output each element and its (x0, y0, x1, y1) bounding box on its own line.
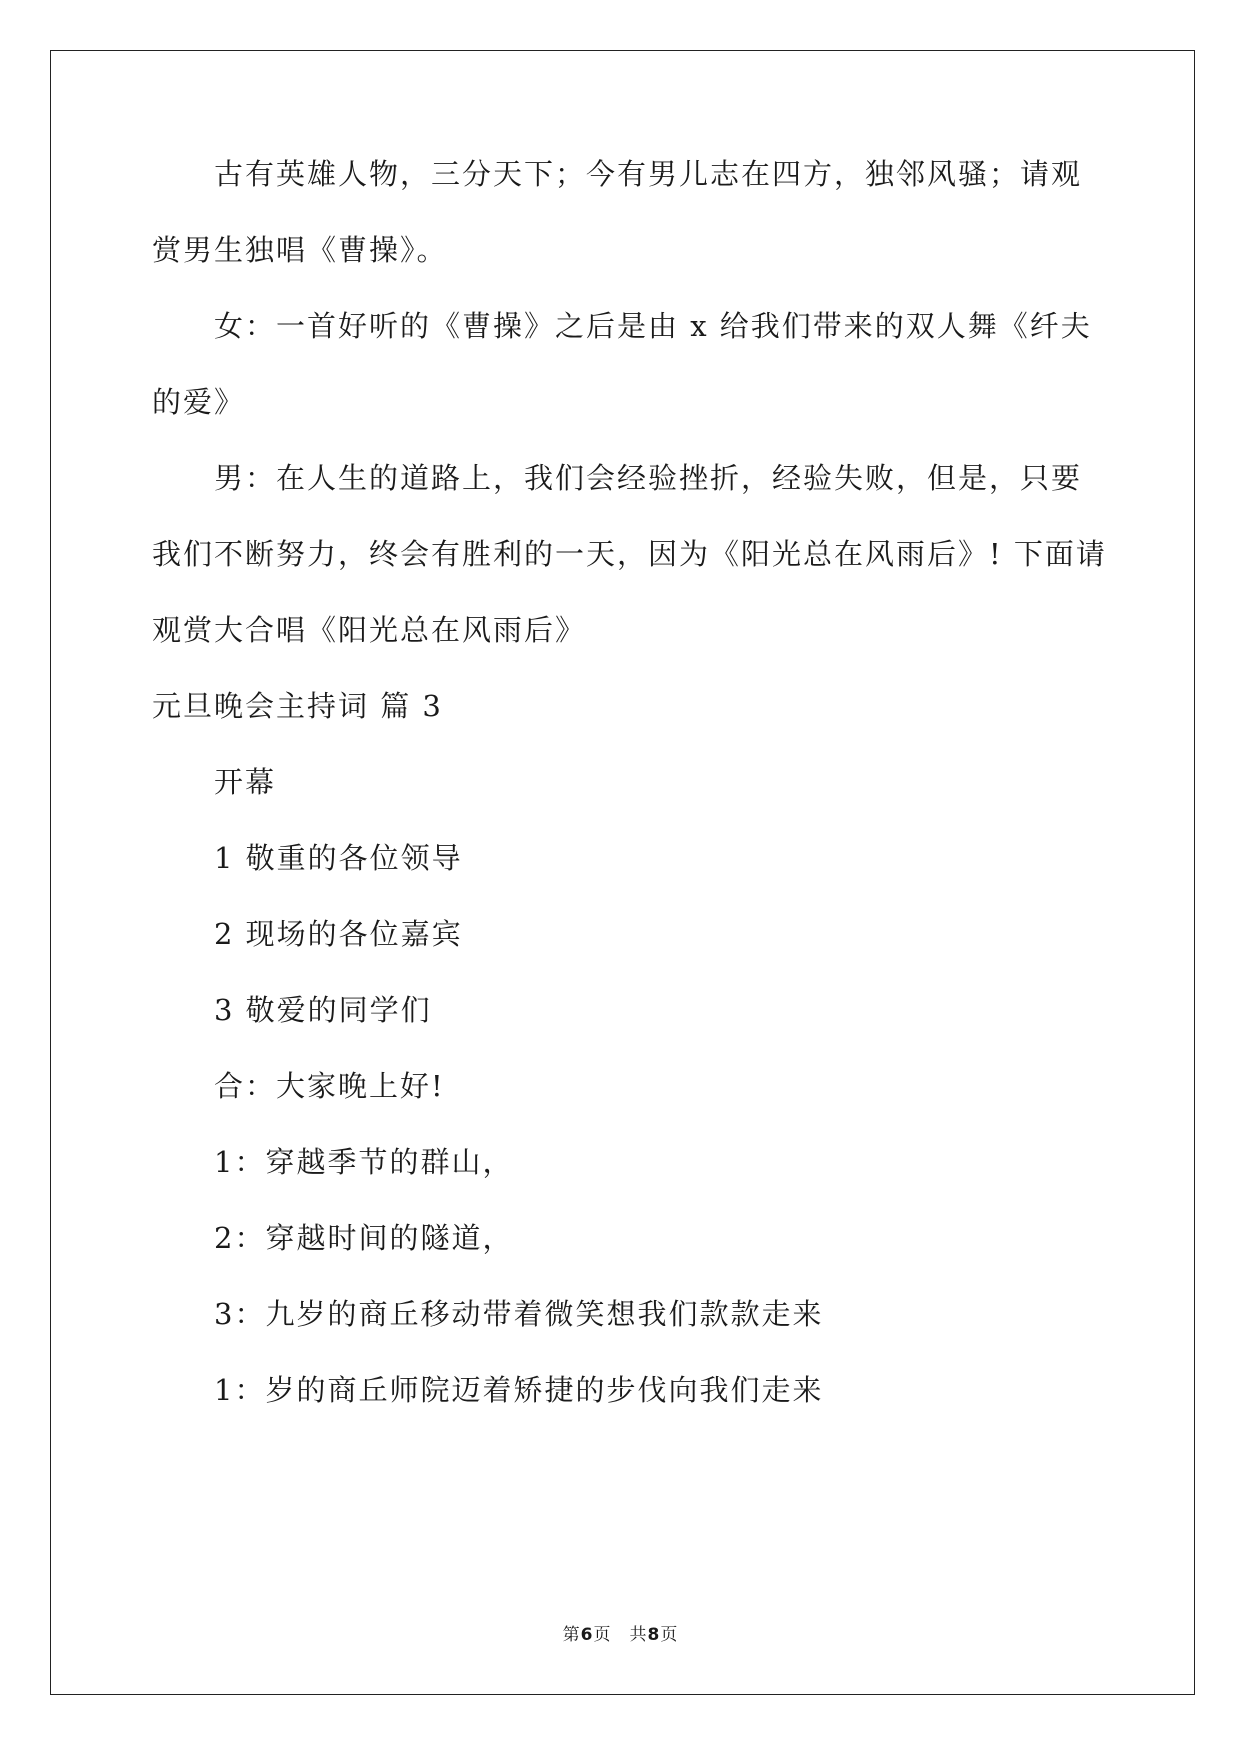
body-line: 的爱》 (152, 385, 246, 419)
total-page-number: 8 (647, 1625, 661, 1645)
body-line: 2：穿越时间的隧道， (214, 1221, 514, 1255)
body-line: 合：大家晚上好! (214, 1069, 445, 1103)
section-heading: 元旦晚会主持词 篇 3 (152, 689, 443, 723)
current-page-number: 6 (580, 1625, 594, 1645)
body-line: 观赏大合唱《阳光总在风雨后》 (152, 613, 587, 647)
body-line: 3 敬爱的同学们 (214, 993, 432, 1027)
body-line: 古有英雄人物，三分天下；今有男儿志在四方，独邻风骚；请观 (214, 157, 1083, 191)
body-line: 赏男生独唱《曹操》。 (152, 233, 448, 267)
body-line: 开幕 (214, 765, 277, 799)
body-line: 我们不断努力，终会有胜利的一天，因为《阳光总在风雨后》! 下面请 (152, 537, 1107, 571)
body-line: 男：在人生的道路上，我们会经验挫折，经验失败，但是，只要 (214, 461, 1083, 495)
body-line: 1 敬重的各位领导 (214, 841, 463, 875)
footer-suffix: 页 (660, 1625, 679, 1645)
page-footer (0, 1620, 1241, 1645)
body-line: 女：一首好听的《曹操》之后是由 x 给我们带来的双人舞《纤夫 (214, 309, 1092, 343)
body-line: 1：岁的商丘师院迈着矫捷的步伐向我们走来 (214, 1373, 824, 1407)
footer-prefix: 第 (562, 1625, 581, 1645)
body-line: 3：九岁的商丘移动带着微笑想我们款款走来 (214, 1297, 824, 1331)
footer-middle: 页 共 (593, 1625, 648, 1645)
body-line: 1：穿越季节的群山， (214, 1145, 514, 1179)
body-line: 2 现场的各位嘉宾 (214, 917, 463, 951)
